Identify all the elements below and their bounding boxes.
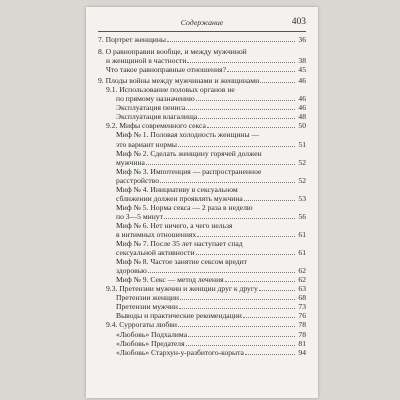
toc-entry-text: 9. Плоды войны между мужчинами и женщинами bbox=[98, 76, 260, 86]
toc-entry-text: Эксплуатация пениса bbox=[116, 103, 186, 113]
toc-entry[interactable] bbox=[86, 167, 318, 185]
toc-entry-text: Миф № 2. Сделать женщину горячей должен bbox=[116, 148, 262, 158]
toc-entry-text: Эксплуатация влагалища bbox=[116, 112, 198, 122]
dot-leader bbox=[178, 146, 295, 147]
dot-leader bbox=[260, 82, 295, 83]
dot-leader bbox=[160, 182, 295, 183]
toc-entry-text: 8. О равноправии вообще, и между мужчиной bbox=[98, 46, 247, 56]
toc-page-number: 94 bbox=[298, 347, 306, 357]
toc-entry-text: «Любовь» Стархун-у-разбитого-корыта bbox=[116, 347, 244, 357]
toc-entry-text: в интимных отношениях bbox=[116, 229, 197, 239]
toc-page-number: 53 bbox=[298, 193, 306, 203]
toc-entry-text: 9.1. Использование половых органов не bbox=[106, 85, 235, 95]
dot-leader bbox=[225, 281, 295, 282]
page-number: 403 bbox=[291, 17, 306, 27]
dot-leader bbox=[179, 308, 295, 309]
toc-entry-text: и женщиной в частности bbox=[106, 55, 187, 65]
toc-page-number: 73 bbox=[298, 302, 306, 312]
toc-entry[interactable] bbox=[86, 339, 318, 348]
toc-entry-text: Миф № 1. Половая холодность женщины — bbox=[116, 130, 260, 140]
toc-page-number: 46 bbox=[298, 76, 306, 86]
toc-entry-text: Миф № 5. Норма секса — 2 раза в неделю bbox=[116, 202, 253, 212]
dot-leader bbox=[146, 164, 295, 165]
toc-entry[interactable] bbox=[86, 65, 318, 74]
toc-entry-text: Претензии мужчин bbox=[116, 302, 178, 312]
toc-entry[interactable] bbox=[86, 149, 318, 167]
toc-entry-text: 9.3. Претензии мужчин и женщин друг к другу bbox=[106, 284, 258, 294]
toc-page-number: 68 bbox=[298, 293, 306, 303]
dot-leader bbox=[243, 317, 295, 318]
header-rule bbox=[98, 31, 306, 32]
toc-page-number: 78 bbox=[298, 329, 306, 339]
toc-page-number: 45 bbox=[298, 64, 306, 74]
dot-leader bbox=[245, 354, 295, 355]
toc-entry-text: по прямому назначению bbox=[116, 94, 195, 104]
dot-leader bbox=[188, 336, 295, 337]
toc-page-number: 56 bbox=[298, 211, 306, 221]
toc-entry[interactable] bbox=[86, 320, 318, 329]
toc-entry-text: здоровью bbox=[116, 266, 147, 276]
toc-page-number: 62 bbox=[298, 275, 306, 285]
toc-entry[interactable] bbox=[86, 284, 318, 293]
toc-entry-text: Миф № 9. Секс — метод лечения bbox=[116, 275, 224, 285]
table-of-contents bbox=[86, 35, 318, 357]
dot-leader bbox=[186, 345, 295, 346]
toc-page-number: 36 bbox=[298, 35, 306, 44]
toc-entry-text: сексуальной активности bbox=[116, 248, 195, 258]
toc-entry-text: 9.4. Суррогаты любви bbox=[106, 320, 177, 330]
toc-page-number: 62 bbox=[298, 266, 306, 276]
toc-entry-text: Выводы и практические рекомендации bbox=[116, 311, 242, 321]
toc-page-number: 46 bbox=[298, 94, 306, 104]
dot-leader bbox=[164, 218, 295, 219]
toc-page-number: 46 bbox=[298, 103, 306, 113]
dot-leader bbox=[244, 200, 295, 201]
toc-entry[interactable] bbox=[86, 203, 318, 221]
toc-page-number: 52 bbox=[298, 157, 306, 167]
toc-page-number: 38 bbox=[298, 55, 306, 65]
toc-entry-text: Миф № 6. Нет ничего, а чего нельзя bbox=[116, 220, 233, 230]
toc-entry[interactable] bbox=[86, 275, 318, 284]
toc-entry-text: 9.2. Мифы современного секса bbox=[106, 121, 206, 131]
toc-page-number: 48 bbox=[298, 112, 306, 122]
toc-entry[interactable] bbox=[86, 330, 318, 339]
toc-entry-text: Миф № 7. После 35 лет наступает спад bbox=[116, 239, 243, 249]
page-header bbox=[86, 18, 318, 30]
toc-entry-text: это вариант нормы bbox=[116, 139, 177, 149]
toc-entry[interactable] bbox=[86, 130, 318, 148]
toc-entry-text: Миф № 8. Частое занятие сексом вредит bbox=[116, 257, 247, 267]
toc-page-number: 61 bbox=[298, 248, 306, 258]
toc-entry[interactable] bbox=[86, 293, 318, 302]
toc-entry-text: Миф № 4. Инициативу в сексуальном bbox=[116, 184, 238, 194]
toc-entry[interactable] bbox=[86, 311, 318, 320]
toc-page-number: 61 bbox=[298, 229, 306, 239]
toc-entry-text: 7. Портрет женщины bbox=[98, 35, 167, 44]
dot-leader bbox=[167, 41, 295, 42]
dot-leader bbox=[187, 62, 295, 63]
dot-leader bbox=[186, 109, 295, 110]
dot-leader bbox=[207, 127, 295, 128]
toc-entry-text: мужчина bbox=[116, 157, 145, 167]
toc-page-number: 51 bbox=[298, 139, 306, 149]
toc-entry[interactable] bbox=[86, 221, 318, 239]
dot-leader bbox=[198, 118, 295, 119]
dot-leader bbox=[227, 71, 295, 72]
toc-entry-text: Что такое равноправные отношения? bbox=[106, 64, 227, 74]
dot-leader bbox=[196, 100, 295, 101]
toc-entry[interactable] bbox=[86, 103, 318, 112]
toc-entry-text: Претензии женщин bbox=[116, 293, 179, 303]
toc-page-number: 63 bbox=[298, 284, 306, 294]
dot-leader bbox=[259, 290, 295, 291]
toc-entry-text: Миф № 3. Импотенция — распространенное bbox=[116, 166, 262, 176]
toc-entry[interactable] bbox=[86, 112, 318, 121]
dot-leader bbox=[197, 236, 295, 237]
toc-entry[interactable] bbox=[86, 35, 318, 44]
toc-entry[interactable] bbox=[86, 348, 318, 357]
toc-entry[interactable] bbox=[86, 302, 318, 311]
toc-page-number: 81 bbox=[298, 338, 306, 348]
dot-leader bbox=[180, 299, 295, 300]
toc-entry[interactable] bbox=[86, 239, 318, 257]
toc-entry-text: «Любовь» Предателя bbox=[116, 338, 185, 348]
toc-entry[interactable] bbox=[86, 85, 318, 103]
toc-page-number: 78 bbox=[298, 320, 306, 330]
toc-entry[interactable] bbox=[86, 257, 318, 275]
toc-entry-text: по 3—5 минут bbox=[116, 211, 163, 221]
running-title: Содержание bbox=[180, 18, 224, 27]
toc-entry-text: расстройство bbox=[116, 175, 159, 185]
book-page bbox=[86, 7, 318, 398]
toc-entry[interactable] bbox=[86, 76, 318, 85]
dot-leader bbox=[148, 272, 295, 273]
toc-entry[interactable] bbox=[86, 47, 318, 65]
dot-leader bbox=[196, 254, 295, 255]
dot-leader bbox=[178, 326, 295, 327]
toc-page-number: 52 bbox=[298, 175, 306, 185]
toc-entry[interactable] bbox=[86, 121, 318, 130]
toc-entry-text: сближении должен проявлять мужчина bbox=[116, 193, 243, 203]
toc-page-number: 76 bbox=[298, 311, 306, 321]
toc-entry[interactable] bbox=[86, 185, 318, 203]
toc-page-number: 50 bbox=[298, 121, 306, 131]
toc-entry-text: «Любовь» Подхалима bbox=[116, 329, 188, 339]
